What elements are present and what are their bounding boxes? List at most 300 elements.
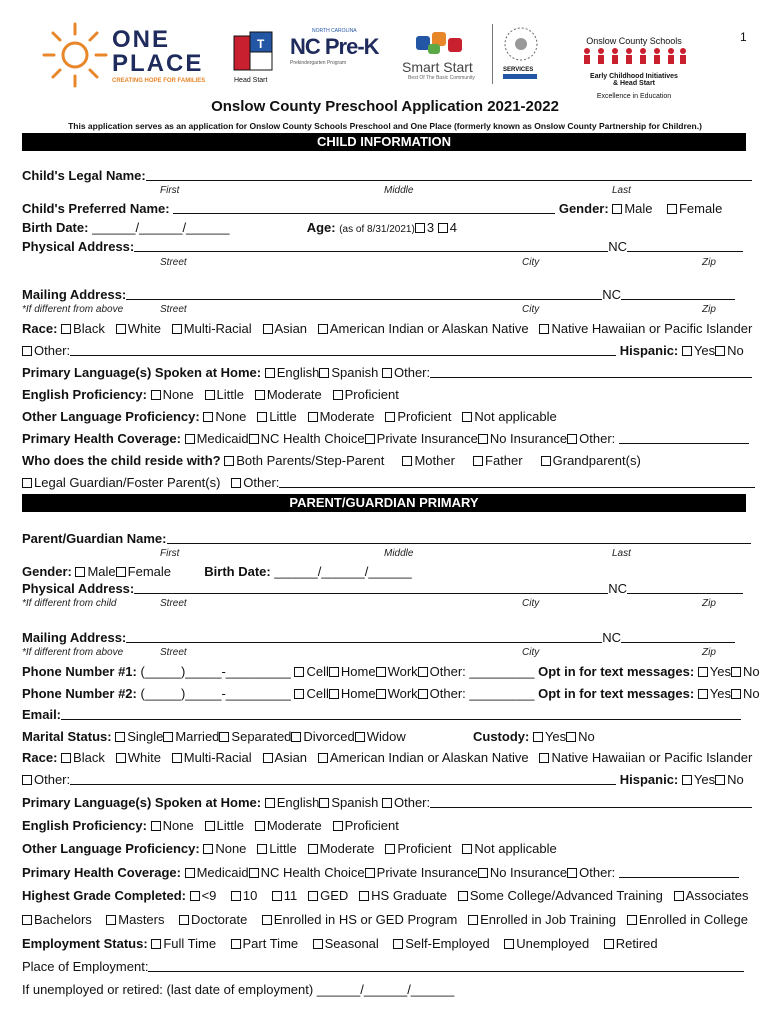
one-place-line1: ONE [112,26,171,53]
parent-name-field[interactable] [167,532,751,544]
child-hispanic-yes-checkbox[interactable] [682,346,692,356]
onslow-motto: Excellence in Education [596,93,672,100]
phone1-home-checkbox[interactable] [329,667,339,677]
phone1-optin-no-label: No [743,664,760,679]
child-race-american-indian-label: American Indian or Alaskan Native [329,321,529,336]
one-place-tagline: CREATING HOPE FOR FAMILIES [112,78,206,84]
child-race-hawaiian-checkbox[interactable] [539,324,549,334]
parent-health-row [22,865,746,881]
employment-row [22,936,746,952]
phone2-other-field[interactable]: _________ [469,686,535,701]
parent-health-label: Primary Health Coverage: [22,865,181,880]
phone1-other-checkbox[interactable] [418,667,428,677]
child-eng-moderate-label: Moderate [266,387,322,402]
reside-mother-label: Mother [414,453,455,468]
smart-start-blocks-icon [402,30,472,56]
parent-health-medicaid-checkbox[interactable] [185,868,195,878]
child-eng-little-checkbox[interactable] [205,390,215,400]
emp-retired-checkbox[interactable] [604,939,614,949]
parent-oth-na-label: Not applicable [474,841,557,856]
parent-race-white-label: White [127,750,161,765]
parent-eng-proficient-label: Proficient [344,818,399,833]
child-preferred-field[interactable] [173,202,555,214]
custody-yes-checkbox[interactable] [533,732,543,742]
onslow-line1: Early Childhood Initiatives [590,73,678,80]
child-physical-street-caption: Street [160,257,187,268]
child-oth-proficient-checkbox[interactable] [385,412,395,422]
employment-label: Employment Status: [22,936,148,951]
parent-physical-street-caption: Street [160,598,187,609]
parent-race-multi-label: Multi-Racial [183,750,252,765]
parent-language-row [22,795,746,811]
services-logo [492,24,544,84]
marital-separated-checkbox[interactable] [219,732,229,742]
phone1-other-field[interactable]: _________ [469,664,535,679]
parent-race-hawaiian-checkbox[interactable] [539,753,549,763]
parent-hispanic-no-checkbox[interactable] [715,775,725,785]
child-lang-spanish-checkbox[interactable] [319,368,329,378]
parent-physical-label: Physical Address: [22,581,135,596]
child-lang-other-checkbox[interactable] [382,368,392,378]
child-eng-proficient-label: Proficient [344,387,399,402]
grade-enrolled-hs-checkbox[interactable] [262,915,272,925]
child-age-note: (as of 8/31/2021) [339,224,415,235]
age-4-label: 4 [449,220,457,235]
phone2-cell-label: Cell [306,686,329,701]
child-physical-label: Physical Address: [22,239,135,254]
parent-race-white-checkbox[interactable] [116,753,126,763]
parent-physical-field[interactable] [134,582,608,594]
child-race-other-field[interactable] [70,344,616,356]
onslow-line2: & Head Start [612,80,655,87]
marital-label: Marital Status: [22,729,112,744]
child-male-checkbox[interactable] [612,204,622,214]
child-lang-english-checkbox[interactable] [265,368,275,378]
parent-oth-moderate-checkbox[interactable] [308,844,318,854]
parent-other-prof-row [22,841,746,857]
child-female-checkbox[interactable] [667,204,677,214]
reside-other-field[interactable] [279,476,755,488]
phone1-field[interactable]: (_____)_____-_________ [140,664,291,679]
phone1-optin-yes-checkbox[interactable] [698,667,708,677]
parent-mailing-zip-field[interactable] [621,631,735,643]
child-reside-row [22,453,746,469]
phone2-cell-checkbox[interactable] [294,689,304,699]
parent-health-other-field[interactable] [619,866,739,878]
child-race-multi-checkbox[interactable] [172,324,182,334]
child-male-label: Male [624,201,653,216]
reside-other-label: Other: [243,475,280,490]
grade-hs-checkbox[interactable] [359,891,369,901]
grade-doctorate-label: Doctorate [190,912,248,927]
child-eng-little-label: Little [216,387,244,402]
unemployed-row [22,982,746,998]
grade-some-college-checkbox[interactable] [458,891,468,901]
blocks-icon [230,28,276,74]
parent-health-nchc-label: NC Health Choice [260,865,365,880]
parent-race-other-field[interactable] [70,773,616,785]
parent-physical-zip-field[interactable] [627,582,743,594]
parent-oth-proficient-checkbox[interactable] [385,844,395,854]
phone1-work-label: Work [387,664,418,679]
child-physical-nc: NC [608,239,628,254]
parent-other-race-row [22,772,746,788]
child-preferred-label: Child's Preferred Name: [22,201,170,216]
child-mailing-row [22,287,746,303]
parent-mailing-nc: NC [602,630,622,645]
child-health-private-checkbox[interactable] [365,434,375,444]
child-race-other-checkbox[interactable] [22,346,32,356]
parent-birth-label: Birth Date: [204,564,271,579]
parent-english-prof-label: English Proficiency: [22,818,147,833]
grade-bachelors-checkbox[interactable] [22,915,32,925]
child-health-none-label: No Insurance [489,431,568,446]
parent-male-checkbox[interactable] [75,567,85,577]
emp-seasonal-checkbox[interactable] [313,939,323,949]
reside-father-checkbox[interactable] [473,456,483,466]
reside-grandparent-label: Grandparent(s) [552,453,641,468]
child-other-prof-label: Other Language Proficiency: [22,409,200,424]
child-oth-none-label: None [215,409,247,424]
onslow-title: Onslow County Schools [586,36,682,46]
head-start-logo [230,28,280,90]
parent-female-checkbox[interactable] [116,567,126,577]
child-mailing-zip-field[interactable] [621,288,735,300]
child-race-black-label: Black [73,321,105,336]
parent-lang-spanish-checkbox[interactable] [319,798,329,808]
parent-mailing-field[interactable] [126,631,602,643]
child-lang-english-label: English [276,365,320,380]
parent-physical-note: *If different from child [22,598,117,609]
child-middle-caption: Middle [384,185,414,196]
parent-female-label: Female [127,564,172,579]
parent-eng-none-checkbox[interactable] [151,821,161,831]
parent-physical-row [22,581,746,597]
marital-widow-checkbox[interactable] [355,732,365,742]
parent-mailing-zip-caption: Zip [702,647,716,658]
parent-hispanic-label: Hispanic: [619,772,679,787]
child-oth-proficient-label: Proficient [397,409,452,424]
parent-name-row [22,531,746,547]
child-other-prof-row [22,409,746,425]
parent-first-caption: First [160,548,180,559]
parent-mailing-street-caption: Street [160,647,187,658]
parent-eng-moderate-checkbox[interactable] [255,821,265,831]
parent-hispanic-yes-checkbox[interactable] [682,775,692,785]
parent-mailing-note: *If different from above [22,647,124,658]
services-bar [503,74,537,79]
child-eng-proficient-checkbox[interactable] [333,390,343,400]
child-health-row [22,431,746,447]
age-3-checkbox[interactable] [415,223,425,233]
grade-11-label: 11 [283,888,298,903]
phone1-label: Phone Number #1: [22,664,137,679]
emp-seasonal-label: Seasonal [324,936,379,951]
child-hispanic-yes-label: Yes [693,343,716,358]
child-oth-na-label: Not applicable [474,409,557,424]
parent-lang-spanish-label: Spanish [331,795,379,810]
phone2-work-label: Work [387,686,418,701]
emp-unemployed-checkbox[interactable] [504,939,514,949]
smart-start-logo [402,30,484,85]
grade-enrolled-college-label: Enrolled in College [638,912,748,927]
reside-mother-checkbox[interactable] [402,456,412,466]
child-gender-label: Gender: [558,201,609,216]
phone2-optin-label: Opt in for text messages: [538,686,695,701]
email-label: Email: [22,707,62,722]
child-language-label: Primary Language(s) Spoken at Home: [22,365,262,380]
page-number: 1 [740,30,747,44]
parent-birth-field[interactable]: ______/______/______ [274,564,412,579]
phone1-row [22,664,760,680]
custody-no-checkbox[interactable] [566,732,576,742]
parent-oth-none-checkbox[interactable] [203,844,213,854]
grade-lt9-label: <9 [201,888,217,903]
parent-race-hawaiian-label: Native Hawaiian or Pacific Islander [551,750,753,765]
phone2-optin-no-checkbox[interactable] [731,689,741,699]
parent-lang-other-checkbox[interactable] [382,798,392,808]
unemployed-date-field[interactable]: ______/______/______ [316,982,455,997]
child-eng-moderate-checkbox[interactable] [255,390,265,400]
parent-eng-little-label: Little [216,818,244,833]
grade-bachelors-label: Bachelors [34,912,92,927]
parent-oth-na-checkbox[interactable] [462,844,472,854]
parent-health-other-label: Other: [579,865,616,880]
phone1-cell-checkbox[interactable] [294,667,304,677]
child-race-asian-checkbox[interactable] [263,324,273,334]
parent-race-other-label: Other: [34,772,71,787]
phone2-optin-yes-checkbox[interactable] [698,689,708,699]
child-race-white-label: White [127,321,161,336]
parent-gender-row [22,564,746,580]
place-row [22,959,746,975]
child-reside-label: Who does the child reside with? [22,453,221,468]
grade-label: Highest Grade Completed: [22,888,186,903]
smart-start-sub: Best Of The Basic Community [408,75,475,81]
child-last-caption: Last [612,185,631,196]
emp-full-checkbox[interactable] [151,939,161,949]
child-oth-none-checkbox[interactable] [203,412,213,422]
child-health-other-checkbox[interactable] [567,434,577,444]
phone2-other-label: Other: [429,686,466,701]
parent-race-american-indian-checkbox[interactable] [318,753,328,763]
email-field[interactable] [61,708,741,720]
parent-health-private-label: Private Insurance [376,865,478,880]
page-title: Onslow County Preschool Application 2021-2022 [211,98,559,115]
parent-eng-none-label: None [162,818,194,833]
parent-health-none-label: No Insurance [489,865,568,880]
child-birth-field[interactable]: ______/______/______ [92,220,230,235]
grade-ged-checkbox[interactable] [308,891,318,901]
phone1-other-label: Other: [429,664,466,679]
emp-part-checkbox[interactable] [231,939,241,949]
grade-associates-label: Associates [685,888,749,903]
child-other-race-row [22,343,746,359]
nc-prek-top: NORTH CAROLINA [312,28,357,34]
grade-masters-label: Masters [118,912,165,927]
phone2-work-checkbox[interactable] [376,689,386,699]
grade-ged-label: GED [320,888,349,903]
child-health-private-label: Private Insurance [376,431,478,446]
grade-lt9-checkbox[interactable] [190,891,200,901]
phone2-label: Phone Number #2: [22,686,137,701]
parent-lang-other-field[interactable] [430,796,752,808]
place-field[interactable] [148,960,744,972]
nc-prek-logo [290,28,400,78]
child-legal-name-field[interactable] [146,169,752,181]
marital-divorced-checkbox[interactable] [291,732,301,742]
parent-oth-little-checkbox[interactable] [257,844,267,854]
parent-lang-english-checkbox[interactable] [265,798,275,808]
email-row [22,707,746,723]
phone1-optin-yes-label: Yes [709,664,732,679]
services-emblem-icon [501,24,541,64]
emp-retired-label: Retired [615,936,658,951]
parent-mailing-row [22,630,746,646]
marital-widow-label: Widow [366,729,406,744]
phone2-optin-no-label: No [743,686,760,701]
grade-enrolled-college-checkbox[interactable] [627,915,637,925]
child-mailing-nc: NC [602,287,622,302]
parent-gender-label: Gender: [22,564,72,579]
parent-eng-proficient-checkbox[interactable] [333,821,343,831]
child-lang-other-field[interactable] [430,366,752,378]
child-physical-city-caption: City [522,257,540,268]
reside-other-checkbox[interactable] [231,478,241,488]
parent-health-other-checkbox[interactable] [567,868,577,878]
child-hispanic-no-label: No [727,343,744,358]
reside-both-checkbox[interactable] [224,456,234,466]
child-race-black-checkbox[interactable] [61,324,71,334]
child-health-other-field[interactable] [619,432,749,444]
child-race-american-indian-checkbox[interactable] [318,324,328,334]
parent-health-medicaid-label: Medicaid [196,865,249,880]
child-health-nchc-checkbox[interactable] [249,434,259,444]
grade-masters-checkbox[interactable] [106,915,116,925]
parent-health-nchc-checkbox[interactable] [249,868,259,878]
child-lang-spanish-label: Spanish [331,365,379,380]
phone2-field[interactable]: (_____)_____-_________ [140,686,291,701]
parent-race-black-checkbox[interactable] [61,753,71,763]
child-eng-none-checkbox[interactable] [151,390,161,400]
phone2-other-checkbox[interactable] [418,689,428,699]
grade-some-college-label: Some College/Advanced Training [469,888,663,903]
parent-middle-caption: Middle [384,548,414,559]
parent-english-prof-row [22,818,746,834]
child-language-row [22,365,746,381]
custody-no-label: No [578,729,595,744]
sun-icon [40,20,110,90]
child-oth-na-checkbox[interactable] [462,412,472,422]
marital-single-checkbox[interactable] [115,732,125,742]
parent-language-label: Primary Language(s) Spoken at Home: [22,795,262,810]
child-reside-row2 [22,475,746,491]
parent-health-none-checkbox[interactable] [478,868,488,878]
child-physical-zip-field[interactable] [627,240,743,252]
parent-race-row [22,750,753,766]
child-health-nchc-label: NC Health Choice [260,431,365,446]
phone1-optin-label: Opt in for text messages: [538,664,695,679]
parent-oth-proficient-label: Proficient [397,841,452,856]
grade-enrolled-job-checkbox[interactable] [468,915,478,925]
parent-oth-moderate-label: Moderate [319,841,375,856]
child-mailing-field[interactable] [126,288,602,300]
child-mailing-zip-caption: Zip [702,304,716,315]
reside-guardian-checkbox[interactable] [22,478,32,488]
grade-10-checkbox[interactable] [231,891,241,901]
parent-race-multi-checkbox[interactable] [172,753,182,763]
child-race-other-label: Other: [34,343,71,358]
parent-physical-city-caption: City [522,598,540,609]
head-start-label: Head Start [234,77,268,84]
nc-prek-sub: Prekindergarten Program [290,60,347,66]
parent-health-private-checkbox[interactable] [365,868,375,878]
services-label: SERVICES [503,67,534,73]
child-hispanic-no-checkbox[interactable] [715,346,725,356]
reside-grandparent-checkbox[interactable] [541,456,551,466]
parent-lang-other-label: Other: [394,795,431,810]
child-health-medicaid-checkbox[interactable] [185,434,195,444]
parent-race-other-checkbox[interactable] [22,775,32,785]
parent-hispanic-no-label: No [727,772,744,787]
phone1-work-checkbox[interactable] [376,667,386,677]
emp-self-checkbox[interactable] [393,939,403,949]
grade-row2 [22,912,746,928]
nc-prek-main: NC Pre-K [290,34,379,59]
child-mailing-note: *If different from above [22,304,124,315]
phone1-optin-no-checkbox[interactable] [731,667,741,677]
child-hispanic-label: Hispanic: [619,343,679,358]
grade-enrolled-job-label: Enrolled in Job Training [480,912,616,927]
place-label: Place of Employment: [22,959,149,974]
child-physical-field[interactable] [134,240,608,252]
grade-associates-checkbox[interactable] [674,891,684,901]
one-place-logo [40,20,210,90]
marital-separated-label: Separated [231,729,292,744]
child-race-white-checkbox[interactable] [116,324,126,334]
phone1-cell-label: Cell [306,664,329,679]
child-oth-little-checkbox[interactable] [257,412,267,422]
parent-other-prof-label: Other Language Proficiency: [22,841,200,856]
parent-eng-little-checkbox[interactable] [205,821,215,831]
child-health-none-checkbox[interactable] [478,434,488,444]
intro-text: This application serves as an application for Onslow County Schools Preschool and One Place (formerly known as Onslow County Partnership for Children.) [68,121,702,131]
child-legal-name-label: Child's Legal Name: [22,168,146,183]
emp-full-label: Full Time [163,936,217,951]
grade-doctorate-checkbox[interactable] [179,915,189,925]
child-mailing-label: Mailing Address: [22,287,127,302]
custody-label: Custody: [472,729,530,744]
one-place-line2: PLACE [112,50,204,77]
child-race-hawaiian-label: Native Hawaiian or Pacific Islander [551,321,753,336]
parent-lang-english-label: English [276,795,320,810]
parent-mailing-label: Mailing Address: [22,630,127,645]
child-health-other-label: Other: [579,431,616,446]
child-oth-moderate-label: Moderate [319,409,375,424]
reside-father-label: Father [485,453,523,468]
parent-race-asian-checkbox[interactable] [263,753,273,763]
child-mailing-street-caption: Street [160,304,187,315]
phone2-home-checkbox[interactable] [329,689,339,699]
child-oth-moderate-checkbox[interactable] [308,412,318,422]
child-english-prof-row [22,387,746,403]
grade-11-checkbox[interactable] [272,891,282,901]
child-physical-row [22,239,746,255]
marital-married-checkbox[interactable] [163,732,173,742]
age-4-checkbox[interactable] [438,223,448,233]
unemployed-label: If unemployed or retired: (last date of employment) [22,982,314,997]
child-age-label: Age: [306,220,336,235]
